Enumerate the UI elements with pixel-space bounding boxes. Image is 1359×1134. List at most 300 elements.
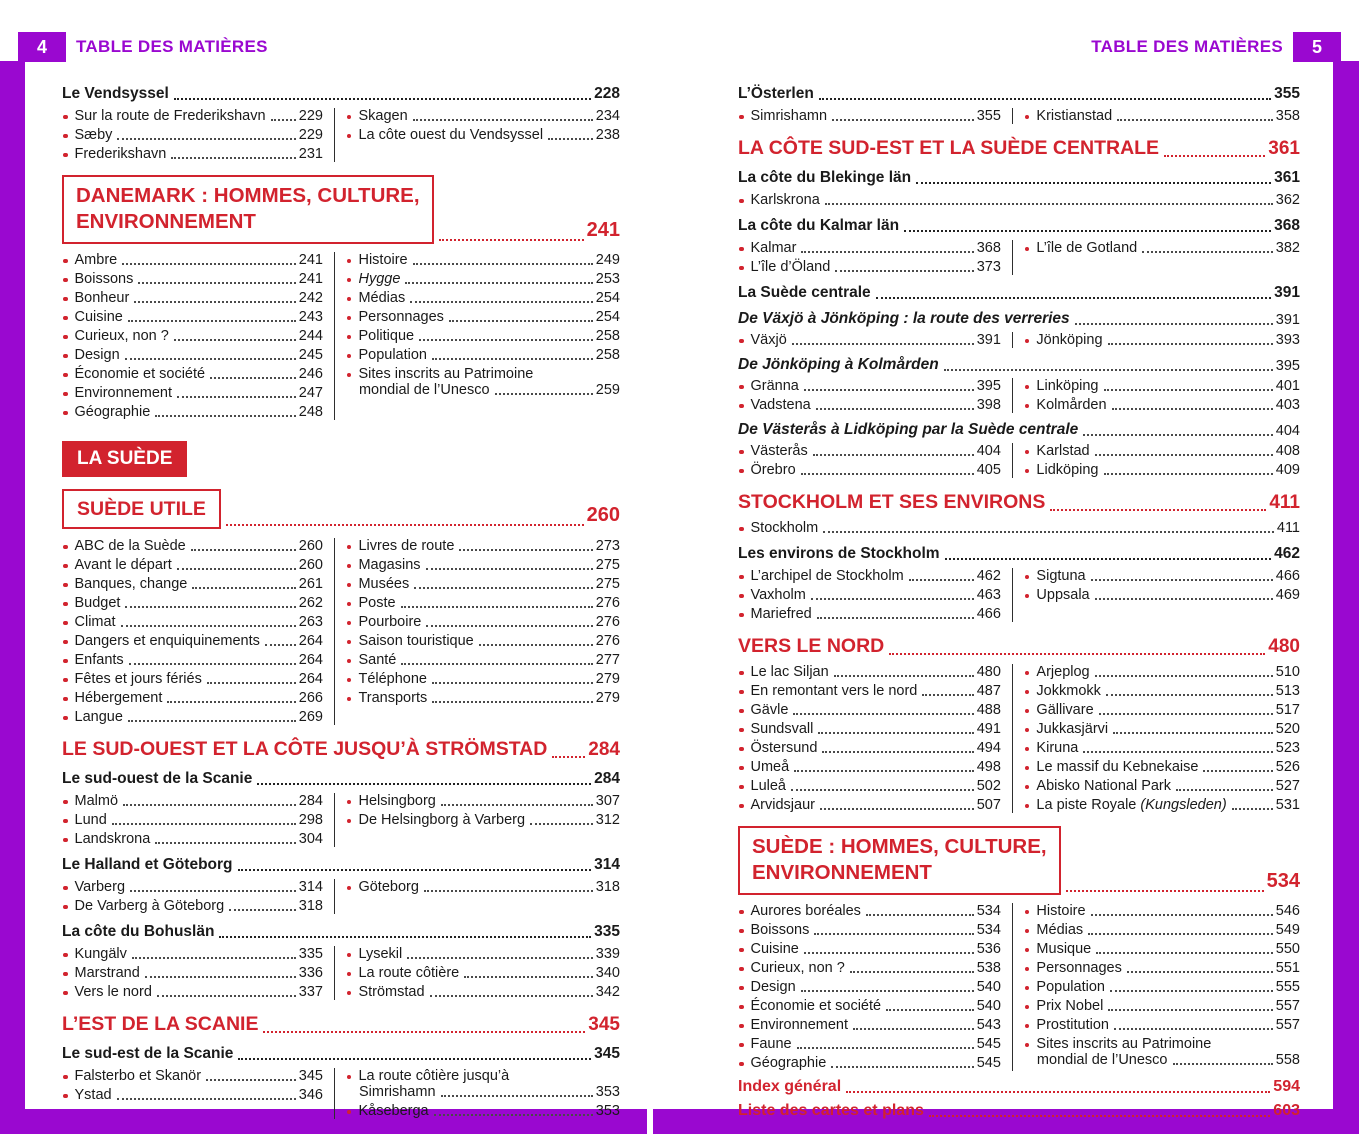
toc-column-right xyxy=(334,879,620,914)
toc-entry xyxy=(738,740,1001,756)
toc-column-left xyxy=(62,538,323,725)
toc-entry-line xyxy=(738,397,1001,413)
page-ref: 557 xyxy=(1275,998,1300,1014)
toc-entry xyxy=(738,259,1001,275)
dotted-leader xyxy=(495,393,593,395)
toc-subsection xyxy=(62,85,620,103)
toc-entry-line xyxy=(738,797,1001,813)
dotted-leader xyxy=(125,358,296,360)
entry-label: Musées xyxy=(358,576,410,592)
bullet-icon xyxy=(347,640,352,645)
toc-columns xyxy=(738,240,1300,275)
toc-entry-line xyxy=(62,404,323,420)
page-ref: 373 xyxy=(976,259,1001,275)
toc-entry-line xyxy=(738,520,1300,536)
page-ref: 262 xyxy=(298,595,323,611)
dotted-leader xyxy=(130,890,296,892)
bullet-icon xyxy=(63,678,68,683)
entry-label: Les environs de Stockholm xyxy=(738,545,940,562)
toc-entry-line xyxy=(62,108,323,124)
dotted-leader xyxy=(1104,473,1273,475)
entry-label: Le sud-ouest de la Scanie xyxy=(62,770,253,787)
page-ref: 241 xyxy=(298,252,323,268)
dotted-leader xyxy=(129,663,296,665)
toc-entry xyxy=(738,797,1001,813)
bullet-icon xyxy=(63,800,68,805)
toc-entry-line xyxy=(738,759,1001,775)
dotted-leader xyxy=(424,890,593,892)
toc-entry xyxy=(62,652,323,668)
toc-entry xyxy=(1024,1017,1300,1033)
bullet-icon xyxy=(1025,594,1030,599)
bullet-icon xyxy=(347,953,352,958)
page-ref: 275 xyxy=(595,576,620,592)
page-ref: 502 xyxy=(976,778,1001,794)
entry-label: Économie et société xyxy=(750,998,882,1014)
bullet-icon xyxy=(739,339,744,344)
toc-entry xyxy=(62,309,323,325)
dotted-leader xyxy=(401,663,592,665)
right-running-header: TABLE DES MATIÈRES xyxy=(1091,37,1283,56)
toc-column-right xyxy=(1012,378,1300,413)
page-ref: 242 xyxy=(298,290,323,306)
toc-entry-line xyxy=(62,1087,323,1103)
page-ref: 269 xyxy=(298,709,323,725)
part-heading-boxed xyxy=(62,175,620,244)
page-ref: 264 xyxy=(298,633,323,649)
page-ref: 337 xyxy=(298,984,323,1000)
bullet-icon xyxy=(63,697,68,702)
toc-entry-line xyxy=(346,946,620,962)
part-heading-box xyxy=(62,175,434,244)
toc-column-left xyxy=(738,568,1001,622)
page-ref: 401 xyxy=(1275,378,1300,394)
page-ref: 555 xyxy=(1275,979,1300,995)
page-ref: 395 xyxy=(976,378,1001,394)
bullet-icon xyxy=(1025,766,1030,771)
dotted-leader xyxy=(271,119,296,121)
dotted-leader xyxy=(1095,598,1273,600)
toc-entry-line xyxy=(62,898,323,914)
dotted-leader xyxy=(426,625,592,627)
bullet-icon xyxy=(347,1075,352,1080)
toc-entry-line xyxy=(1024,797,1300,813)
entry-label: De Varberg à Göteborg xyxy=(74,898,225,914)
page-ref: 355 xyxy=(976,108,1001,124)
entry-label: Kiruna xyxy=(1036,740,1079,756)
page-ref: 466 xyxy=(976,606,1001,622)
toc-entry-line xyxy=(1037,1052,1300,1068)
dotted-leader xyxy=(811,598,974,600)
page-ref: 513 xyxy=(1275,683,1300,699)
toc-entry-line xyxy=(62,146,323,162)
entry-label: Population xyxy=(1036,979,1105,995)
toc-entry-line xyxy=(346,576,620,592)
toc-route-line xyxy=(738,421,1300,439)
page-ref: 368 xyxy=(1274,217,1300,234)
chapter-heading-box: SUÈDE UTILE xyxy=(62,489,221,529)
toc-entry-line xyxy=(1024,759,1300,775)
toc-subsection xyxy=(738,85,1300,103)
entry-label: Banques, change xyxy=(74,576,188,592)
toc-route-line xyxy=(738,356,1300,374)
bullet-icon xyxy=(1025,929,1030,934)
bullet-icon xyxy=(1025,339,1030,344)
page-ref: 534 xyxy=(976,922,1001,938)
toc-entry-line xyxy=(62,1068,323,1084)
toc-entry xyxy=(738,462,1001,478)
page-ref: 531 xyxy=(1275,797,1300,813)
page-ref: 279 xyxy=(595,671,620,687)
entry-label: Vaxholm xyxy=(750,587,806,603)
page-ref: 491 xyxy=(976,721,1001,737)
toc-entry xyxy=(62,1068,323,1084)
bullet-icon xyxy=(63,153,68,158)
entry-label: Simrishamn xyxy=(358,1084,436,1100)
dotted-leader xyxy=(853,1028,974,1030)
page-ref: 494 xyxy=(976,740,1001,756)
right-page-number: 5 xyxy=(1293,32,1341,62)
entry-label: Kungälv xyxy=(74,946,127,962)
dotted-leader xyxy=(813,454,974,456)
bullet-icon xyxy=(739,929,744,934)
bullet-icon xyxy=(739,527,744,532)
toc-entry xyxy=(346,290,620,306)
page-ref: 345 xyxy=(588,1014,620,1035)
bullet-icon xyxy=(1025,469,1030,474)
toc-entry xyxy=(738,778,1001,794)
dotted-leader xyxy=(426,568,593,570)
toc-column-left xyxy=(62,252,323,420)
toc-entry xyxy=(346,366,620,398)
entry-label: Karlskrona xyxy=(750,192,820,208)
toc-entry xyxy=(346,271,620,287)
bullet-icon xyxy=(1025,385,1030,390)
toc-entry-line xyxy=(738,259,1001,275)
toc-entry-line xyxy=(62,271,323,287)
entry-label: Environnement xyxy=(750,1017,849,1033)
bullet-icon xyxy=(1025,986,1030,991)
toc-columns xyxy=(738,664,1300,813)
dotted-leader xyxy=(414,587,593,589)
bullet-icon xyxy=(1025,728,1030,733)
entry-label: Cuisine xyxy=(74,309,123,325)
toc-entry-line xyxy=(738,778,1001,794)
entry-label: Géographie xyxy=(74,404,151,420)
bullet-icon xyxy=(1025,671,1030,676)
dotted-leader xyxy=(886,1009,974,1011)
dotted-leader xyxy=(155,842,295,844)
toc-entry-line xyxy=(346,879,620,895)
page-ref: 540 xyxy=(976,979,1001,995)
entry-label: Personnages xyxy=(358,309,444,325)
toc-entry-line xyxy=(738,941,1001,957)
dotted-leader xyxy=(413,119,593,121)
toc-entry-line xyxy=(62,690,323,706)
page-ref: 345 xyxy=(594,1045,620,1062)
entry-label: Enfants xyxy=(74,652,124,668)
toc-entry-line xyxy=(346,965,620,981)
dotted-leader xyxy=(123,804,296,806)
toc-entry xyxy=(346,1103,620,1119)
toc-entry-line xyxy=(62,538,323,554)
page-ref: 545 xyxy=(976,1036,1001,1052)
page-ref: 403 xyxy=(1275,397,1300,413)
toc-entry xyxy=(738,443,1001,459)
dotted-leader xyxy=(909,579,974,581)
left-page-edge-bar xyxy=(0,61,25,1134)
toc-columns xyxy=(738,108,1300,124)
toc-entry xyxy=(62,633,323,649)
part-heading-line: SUÈDE : HOMMES, CULTURE, xyxy=(752,835,1047,858)
entry-label: Gällivare xyxy=(1036,702,1094,718)
chapter-heading-boxed xyxy=(62,489,620,529)
dotted-leader xyxy=(1203,770,1272,772)
entry-label: Le massif du Kebnekaise xyxy=(1036,759,1199,775)
bullet-icon xyxy=(739,575,744,580)
page-ref: 244 xyxy=(298,328,323,344)
bullet-icon xyxy=(1025,115,1030,120)
page-ref: 318 xyxy=(595,879,620,895)
toc-entry xyxy=(1024,683,1300,699)
dotted-leader xyxy=(121,625,296,627)
entry-label: Saison touristique xyxy=(358,633,474,649)
dotted-leader xyxy=(1173,1063,1273,1065)
toc-entry xyxy=(62,271,323,287)
toc-entry xyxy=(346,309,620,325)
toc-subsection xyxy=(738,545,1300,563)
dotted-leader xyxy=(904,230,1271,232)
toc-entry xyxy=(1024,740,1300,756)
left-page-number: 4 xyxy=(18,32,66,62)
entry-label: Vadstena xyxy=(750,397,811,413)
entry-label: Malmö xyxy=(74,793,119,809)
page-ref: 462 xyxy=(1274,545,1300,562)
toc-entry xyxy=(346,614,620,630)
toc-column-left xyxy=(62,793,323,847)
toc-entry-line xyxy=(346,347,620,363)
bullet-icon xyxy=(63,1075,68,1080)
toc-entry-line xyxy=(62,309,323,325)
entry-label: Médias xyxy=(1036,922,1084,938)
page-ref: 229 xyxy=(298,108,323,124)
page-ref: 405 xyxy=(976,462,1001,478)
dotted-leader xyxy=(407,957,593,959)
dotted-leader xyxy=(944,369,1273,371)
dotted-leader xyxy=(876,297,1271,299)
bullet-icon xyxy=(63,602,68,607)
toc-entry-line xyxy=(738,740,1001,756)
toc-entry-line xyxy=(346,671,620,687)
entry-label: Ystad xyxy=(74,1087,112,1103)
entry-label: De Växjö à Jönköping : la route des verreries xyxy=(738,310,1070,327)
bullet-icon xyxy=(739,247,744,252)
toc-entry-line xyxy=(738,721,1001,737)
toc-index-entry xyxy=(738,1102,1300,1120)
toc-entry xyxy=(1024,587,1300,603)
entry-label: Avant le départ xyxy=(74,557,172,573)
toc-entry xyxy=(1024,397,1300,413)
entry-label: L’Österlen xyxy=(738,85,814,102)
bullet-icon xyxy=(1025,1005,1030,1010)
entry-label-italic: (Kungsleden) xyxy=(1140,797,1227,813)
page-ref: 391 xyxy=(1275,312,1300,328)
toc-columns xyxy=(62,252,620,420)
toc-entry xyxy=(738,1055,1001,1071)
toc-entry-line xyxy=(738,1055,1001,1071)
dotted-leader xyxy=(226,524,584,526)
entry-label: En remontant vers le nord xyxy=(750,683,918,699)
bullet-icon xyxy=(1025,747,1030,752)
toc-entry xyxy=(738,721,1001,737)
page-ref: 254 xyxy=(595,290,620,306)
page-ref: 314 xyxy=(594,856,620,873)
dotted-leader xyxy=(122,263,296,265)
dotted-leader xyxy=(1096,952,1273,954)
toc-entry xyxy=(738,702,1001,718)
dotted-leader xyxy=(238,869,592,871)
toc-entry-line xyxy=(346,652,620,668)
toc-entry xyxy=(346,1068,620,1100)
toc-entry-line xyxy=(738,1036,1001,1052)
bullet-icon xyxy=(1025,948,1030,953)
entry-label: Boissons xyxy=(74,271,134,287)
page-ref: 248 xyxy=(298,404,323,420)
right-page-content xyxy=(738,76,1300,1123)
entry-label: L’île d’Öland xyxy=(750,259,831,275)
entry-label: Fêtes et jours fériés xyxy=(74,671,202,687)
entry-label: Ambre xyxy=(74,252,118,268)
dotted-leader xyxy=(439,239,584,241)
page-ref: 279 xyxy=(595,690,620,706)
toc-entry-line xyxy=(738,192,1300,208)
toc-entry xyxy=(62,946,323,962)
page-ref: 523 xyxy=(1275,740,1300,756)
bullet-icon xyxy=(63,583,68,588)
page-ref: 275 xyxy=(595,557,620,573)
dotted-leader xyxy=(174,339,296,341)
page-ref: 266 xyxy=(298,690,323,706)
toc-entry-line xyxy=(62,347,323,363)
bullet-icon xyxy=(739,986,744,991)
entry-label: Falsterbo et Skanör xyxy=(74,1068,202,1084)
dotted-leader xyxy=(112,823,296,825)
page-ref: 358 xyxy=(1275,108,1300,124)
toc-entry-line xyxy=(346,1103,620,1119)
toc-entry-line xyxy=(1024,443,1300,459)
toc-entry-line xyxy=(346,633,620,649)
toc-column-left xyxy=(62,108,323,162)
toc-entry xyxy=(346,252,620,268)
dotted-leader xyxy=(814,933,973,935)
toc-entry xyxy=(346,984,620,1000)
entry-label: La côte ouest du Vendsyssel xyxy=(358,127,544,143)
toc-entry xyxy=(62,108,323,124)
bullet-icon xyxy=(1025,1043,1030,1048)
toc-entry xyxy=(738,192,1300,208)
toc-entry xyxy=(346,576,620,592)
section-heading xyxy=(738,137,1300,160)
dotted-leader xyxy=(866,914,974,916)
toc-column-left xyxy=(738,664,1001,813)
entry-label: ABC de la Suède xyxy=(74,538,186,554)
entry-label: Le Halland et Göteborg xyxy=(62,856,233,873)
toc-entry xyxy=(346,812,620,828)
toc-entry xyxy=(346,946,620,962)
bullet-icon xyxy=(739,613,744,618)
dotted-leader xyxy=(801,473,974,475)
entry-label: Population xyxy=(358,347,427,363)
bullet-icon xyxy=(63,316,68,321)
toc-subsection xyxy=(62,856,620,874)
page-ref: 276 xyxy=(595,614,620,630)
page-ref: 549 xyxy=(1275,922,1300,938)
bullet-icon xyxy=(63,953,68,958)
entry-label: Magasins xyxy=(358,557,421,573)
dotted-leader xyxy=(410,301,593,303)
entry-label: Transports xyxy=(358,690,428,706)
toc-entry xyxy=(62,347,323,363)
toc-entry-line xyxy=(1024,740,1300,756)
dotted-leader xyxy=(1091,914,1273,916)
bullet-icon xyxy=(63,134,68,139)
bullet-icon xyxy=(347,800,352,805)
toc-entry xyxy=(1024,759,1300,775)
entry-label: Karlstad xyxy=(1036,443,1090,459)
toc-column-left xyxy=(738,332,1001,348)
page-ref: 527 xyxy=(1275,778,1300,794)
entry-label: Stockholm xyxy=(750,520,819,536)
toc-entry-line xyxy=(62,328,323,344)
toc-entry xyxy=(62,1087,323,1103)
toc-entry xyxy=(738,903,1001,919)
toc-entry xyxy=(1024,960,1300,976)
page-ref: 245 xyxy=(298,347,323,363)
dotted-leader xyxy=(1108,1009,1272,1011)
entry-label: La Suède centrale xyxy=(738,284,871,301)
entry-label: LA CÔTE SUD-EST ET LA SUÈDE CENTRALE xyxy=(738,137,1160,159)
toc-entry xyxy=(346,965,620,981)
bullet-icon xyxy=(739,690,744,695)
toc-entry-line xyxy=(62,576,323,592)
entry-label: Santé xyxy=(358,652,397,668)
dotted-leader xyxy=(1099,713,1273,715)
toc-entry xyxy=(738,664,1001,680)
entry-label: Lysekil xyxy=(358,946,403,962)
dotted-leader xyxy=(441,804,593,806)
toc-entry xyxy=(346,108,620,124)
dotted-leader xyxy=(174,98,591,100)
bullet-icon xyxy=(1025,910,1030,915)
page-ref: 243 xyxy=(298,309,323,325)
entry-label: Curieux, non ? xyxy=(750,960,845,976)
toc-entry-line xyxy=(62,614,323,630)
part-heading-line: DANEMARK : HOMMES, CULTURE, xyxy=(76,184,420,207)
dotted-leader xyxy=(832,119,974,121)
page-ref: 254 xyxy=(595,309,620,325)
toc-subsection xyxy=(62,770,620,788)
toc-entry-line xyxy=(62,946,323,962)
toc-entry xyxy=(346,595,620,611)
entry-label: Jokkmokk xyxy=(1036,683,1101,699)
dotted-leader xyxy=(791,789,974,791)
toc-entry-line xyxy=(346,271,620,287)
entry-label: Hygge xyxy=(358,271,401,287)
toc-entry xyxy=(738,378,1001,394)
dotted-leader xyxy=(929,1115,1270,1117)
bullet-icon xyxy=(739,1024,744,1029)
page-ref: 276 xyxy=(595,633,620,649)
